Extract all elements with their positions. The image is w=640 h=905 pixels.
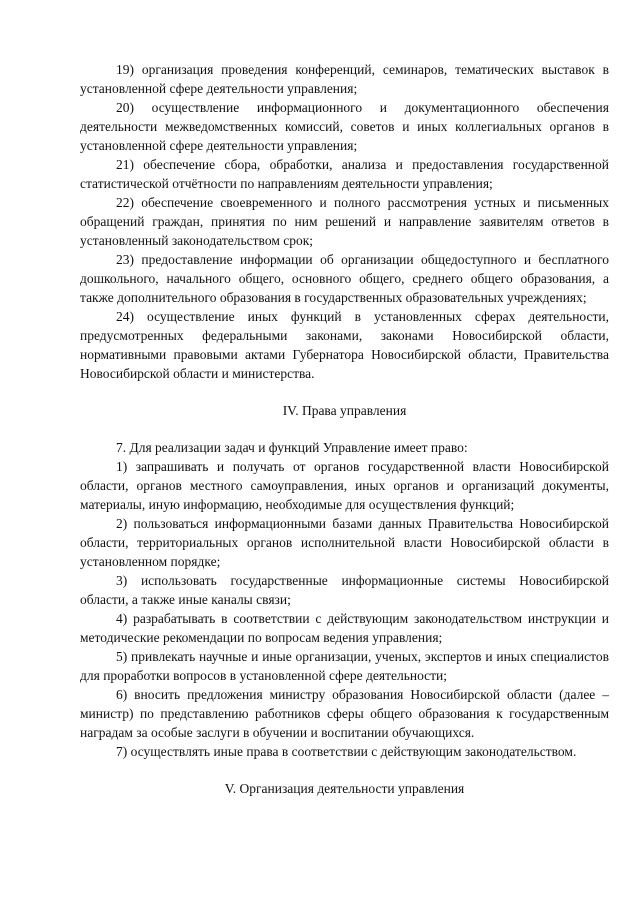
list-item: 22) обеспечение своевременного и полного рассмотрения устных и письменных обращений граждан, принятия по ним решений и направление заявителям ответов в установленный законодательством срок; xyxy=(80,195,609,248)
rights-item: 2) пользоваться информационными базами данных Правительства Новосибирской области, территориальных органов исполнительной власти Новосибирской области в установленном порядке; xyxy=(80,516,609,569)
rights-item: 1) запрашивать и получать от органов государственной власти Новосибирской области, органов местного самоуправления, иных органов и организаций документы, материалы, иную информацию, необходимые для осуществления функций; xyxy=(80,459,609,512)
rights-item: 7) осуществлять иные права в соответствии с действующим законодательством. xyxy=(116,744,577,759)
section-4-title: IV. Права управления xyxy=(282,403,407,418)
section-4-intro: 7. Для реализации задач и функций Управление имеет право: xyxy=(116,440,468,455)
rights-item: 3) использовать государственные информационные системы Новосибирской области, а также иные каналы связи; xyxy=(80,573,609,607)
list-item: 20) осуществление информационного и документационного обеспечения деятельности межведомственных комиссий, советов и иных коллегиальных органов в установленной сфере деятельности управления; xyxy=(80,100,609,153)
rights-item: 6) вносить предложения министру образования Новосибирской области (далее – министр) по представлению работников сферы общего образования к государственным наградам за особые заслуги в обучении и воспитании обучающихся. xyxy=(80,687,609,740)
list-item: 24) осуществление иных функций в установленных сферах деятельности, предусмотренных федеральными законами, законами Новосибирской области, нормативными правовыми актами Губернатора Новосибирской области, Правительства Новосибирской области и министерства. xyxy=(80,309,609,381)
section-5-title: V. Организация деятельности управления xyxy=(224,781,465,796)
list-item: 23) предоставление информации об организации общедоступного и бесплатного дошкольного, начального общего, основного общего, среднего общего образования, а также дополнительного образования в государственных образовательных учреждениях; xyxy=(80,252,609,305)
list-item: 21) обеспечение сбора, обработки, анализа и предоставления государственной статистической отчётности по направлениям деятельности управления; xyxy=(80,157,609,191)
document-body xyxy=(80,60,609,798)
list-item: 19) организация проведения конференций, семинаров, тематических выставок в установленной сфере деятельности управления; xyxy=(80,62,609,96)
rights-item: 4) разрабатывать в соответствии с действующим законодательством инструкции и методические рекомендации по вопросам ведения управления; xyxy=(80,611,609,645)
rights-item: 5) привлекать научные и иные организации, ученых, экспертов и иных специалистов для проработки вопросов в установленной сфере деятельности; xyxy=(80,649,609,683)
